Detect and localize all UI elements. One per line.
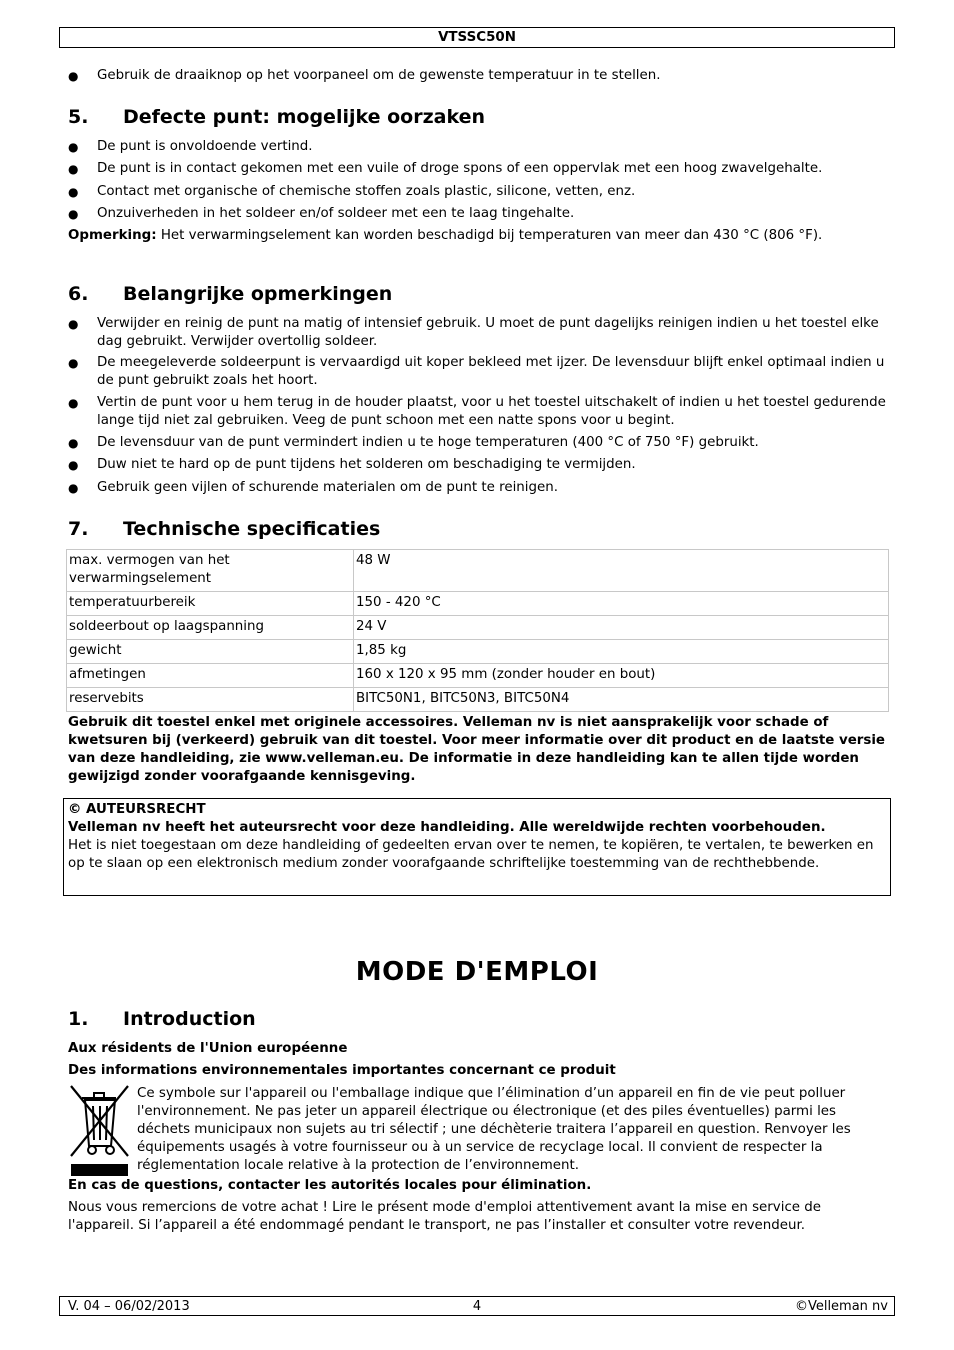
list-item: ● Duw niet te hard op de punt tijdens het solderen om beschadiging te vermijden. [68,457,636,472]
bullet-dot-icon: ● [68,356,79,370]
spec-table [66,549,889,712]
copyright-text: Het is niet toegestaan om deze handleiding of gedeelten ervan over te nemen, te kopiëren, te vertalen, te bewerken en op te slaan op een elektronisch medium zonder voorafgaande schriftelijke toestemming van de rechthebbende. [68,838,874,871]
list-item: ● Vertin de punt voor u hem terug in de houder plaatst, voor u het toestel uitschakelt of indien u het toestel gedurende lange tijd niet zal gebruiken. Veeg de punt schoon met een natte spons voor u begint. [68,395,886,428]
table-row [67,640,889,664]
table-row [67,688,889,712]
thanks-paragraph: Nous vous remercions de votre achat ! Lire le présent mode d'emploi attentivement avant la mise en service de l'appareil. Si l’appareil a été endommagé pendant le transport, ne pas l’installer et consulter votre revendeur. [68,1200,822,1233]
table-row [67,664,889,688]
disclaimer-paragraph: Gebruik dit toestel enkel met originele accessoires. Velleman nv is niet aansprakelijk voor schade of kwetsuren bij (verkeerd) gebruik van dit toestel. Voor meer informatie over dit product en de laatste versie van deze handleiding, zie www.velleman.eu. De informatie in deze handleiding kan te allen tijde worden gewijzigd zonder voorafgaande kennisgeving. [68,715,886,784]
spec-value: 24 V [354,616,889,640]
page-header [59,27,895,48]
list-item: ● De meegeleverde soldeerpunt is vervaardigd uit koper bekleed met ijzer. De levensduur blijft enkel optimaal indien u de punt gebruikt zoals het hoort. [68,355,885,388]
section-6-heading: 6. Belangrijke opmerkingen [68,283,393,305]
bullet-dot-icon: ● [68,162,79,176]
questions-line: En cas de questions, contacter les autorités locales pour élimination. [68,1178,592,1193]
spec-label: afmetingen [67,664,354,688]
list-item: ● Gebruik geen vijlen of schurende materialen om de punt te reinigen. [68,480,558,495]
residents-heading: Aux résidents de l'Union européenne [68,1041,348,1056]
section-7-heading: 7. Technische specificaties [68,518,381,540]
crossed-bin-icon [68,1084,130,1178]
copyright-box [63,798,891,896]
footer-company: ©Velleman nv [794,1299,888,1314]
page-footer [59,1296,895,1316]
bullet-dot-icon: ● [68,69,79,83]
bullet-dot-icon: ● [68,436,79,450]
list-item: ● De punt is in contact gekomen met een vuile of droge spons of een oppervlak met een hoog zwavelgehalte. [68,161,823,176]
copyright-title: © AUTEURSRECHT [68,802,206,817]
bullet-dot-icon: ● [68,317,79,331]
list-item: ● Verwijder en reinig de punt na matig of intensief gebruik. U moet de punt dagelijks reinigen indien u het toestel elke dag gebruikt. Verwijder overtollig soldeer. [68,316,879,349]
spec-label: temperatuurbereik [67,592,354,616]
bullet-dot-icon: ● [68,396,79,410]
bullet-dot-icon: ● [68,185,79,199]
footer-version: V. 04 – 06/02/2013 [68,1299,190,1314]
list-item: ● Contact met organische of chemische stoffen zoals plastic, silicone, vetten, enz. [68,184,636,199]
bullet-dot-icon: ● [68,481,79,495]
spec-value: 160 x 120 x 95 mm (zonder houder en bout) [354,664,889,688]
bullet-dot-icon: ● [68,140,79,154]
spec-label: max. vermogen van het verwarmingselement [67,550,354,592]
table-row [67,550,889,592]
section-1-heading: 1. Introduction [68,1008,256,1030]
copyright-rights: Velleman nv heeft het auteursrecht voor deze handleiding. Alle wereldwijde rechten voorbehouden. [68,820,826,835]
table-row [67,592,889,616]
page-title: MODE D'EMPLOI [355,957,599,987]
list-item: ● Gebruik de draaiknop op het voorpaneel om de gewenste temperatuur in te stellen. [68,68,661,83]
list-item: ● De levensduur van de punt vermindert indien u te hoge temperaturen (400 °C of 750 °F) gebruikt. [68,435,759,450]
spec-label: reservebits [67,688,354,712]
list-item: ● De punt is onvoldoende vertind. [68,139,313,154]
footer-page-number: 4 [472,1299,482,1314]
note-paragraph: Opmerking: Het verwarmingselement kan worden beschadigd bij temperaturen van meer dan 430 °C (806 °F). [68,228,823,243]
spec-value: 150 - 420 °C [354,592,889,616]
spec-value: 1,85 kg [354,640,889,664]
spec-label: soldeerbout op laagspanning [67,616,354,640]
list-item: ● Onzuiverheden in het soldeer en/of soldeer met een te laag tingehalte. [68,206,575,221]
spec-value: BITC50N1, BITC50N3, BITC50N4 [354,688,889,712]
header-model: VTSSC50N [438,30,516,45]
table-row [67,616,889,640]
spec-label: gewicht [67,640,354,664]
bullet-dot-icon: ● [68,207,79,221]
spec-value: 48 W [354,550,889,592]
env-info-heading: Des informations environnementales importantes concernant ce produit [68,1063,616,1078]
bullet-dot-icon: ● [68,458,79,472]
weee-paragraph: Ce symbole sur l'appareil ou l'emballage indique que l’élimination d’un appareil en fin de vie peut polluer l'environnement. Ne pas jeter un appareil électrique ou électronique (et des piles éventuelles) parmi les déchets municipaux non sujets au tri sélectif ; une déchèterie traitera l’appareil en question. Renvoyer les équipements usagés à votre fournisseur ou à un service de recyclage local. Il convient de respecter la réglementation locale relative à la protection de l’environnement. [137,1086,851,1173]
section-5-heading: 5. Defecte punt: mogelijke oorzaken [68,106,486,128]
